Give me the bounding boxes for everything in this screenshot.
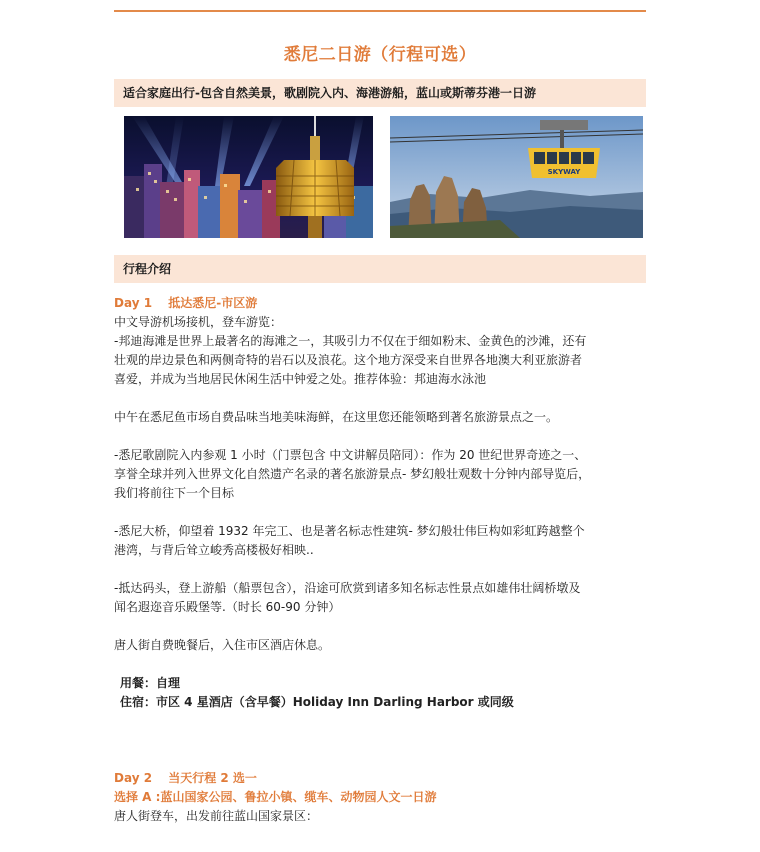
day1-dinner-paragraph: 唐人街自费晚餐后，入住市区酒店休息。	[114, 638, 331, 652]
day2-line: 唐人街登车，出发前往蓝山国家景区：	[114, 809, 319, 823]
harbour-bridge-line: -悉尼大桥，仰望着 1932 年完工、也是著名标志性建筑- 梦幻般壮伟巨构如彩虹跨越整个	[114, 524, 585, 538]
opera-house-line: 享誉全球并列入世界文化自然遗产名录的著名旅游景点- 梦幻般壮观数十分钟内部导览后，	[114, 467, 591, 481]
top-divider	[114, 10, 646, 12]
page-title: 悉尼二日游（行程可选）	[283, 45, 477, 65]
day1-line: 中文导游机场接机，登车游览：	[114, 315, 283, 329]
day2-heading: Day 2 当天行程 2 选一	[114, 771, 257, 785]
cruise-line: -抵达码头，登上游船（船票包含），沿途可欣赏到诸多知名标志性景点如雄伟壮阔桥墩及	[114, 581, 581, 595]
day1-lunch-paragraph: 中午在悉尼鱼市场自费品味当地美味海鲜，在这里您还能领略到著名旅游景点之一。	[114, 410, 559, 424]
section-heading-intro: 行程介绍	[114, 255, 646, 283]
day1-line: -邦迪海滩是世界上最著名的海滩之一，其吸引力不仅在于细如粉末、金黄色的沙滩，还有	[114, 334, 587, 348]
skyway-sign: SKYWAY	[547, 168, 581, 176]
cruise-line: 闻名遐迩音乐殿堡等.（时长 60-90 分钟）	[114, 600, 341, 614]
blue-mountains-skyway-photo	[390, 116, 643, 238]
opera-house-line: -悉尼歌剧院入内参观 1 小时（门票包含 中文讲解员陪同）：作为 20 世纪世界奇迹之一、	[114, 448, 587, 462]
day1-hotel: 住宿：市区 4 星酒店（含早餐）Holiday Inn Darling Harbor 或同级	[120, 695, 514, 709]
day2-option-a: 选择 A :蓝山国家公园、鲁拉小镇、缆车、动物园人文一日游	[114, 790, 437, 804]
itinerary-content	[114, 294, 654, 826]
opera-house-line: 我们将前往下一个目标	[114, 486, 235, 500]
summary-band: 适合家庭出行-包含自然美景，歌剧院入内、海港游船，蓝山或斯蒂芬港一日游	[114, 79, 646, 107]
sydney-tower-night-photo	[124, 116, 373, 238]
day1-line: 喜爱，并成为当地居民休闲生活中钟爱之处。推荐体验：邦迪海水泳池	[114, 372, 487, 386]
day1-heading: Day 1 抵达悉尼-市区游	[114, 296, 258, 310]
day1-meal: 用餐：自理	[120, 676, 181, 690]
day1-line: 壮观的岸边景色和两侧奇特的岩石以及浪花。这个地方深受来自世界各地澳大利亚旅游者	[114, 353, 583, 367]
harbour-bridge-line: 港湾，与背后耸立峻秀高楼极好相映..	[114, 543, 314, 557]
